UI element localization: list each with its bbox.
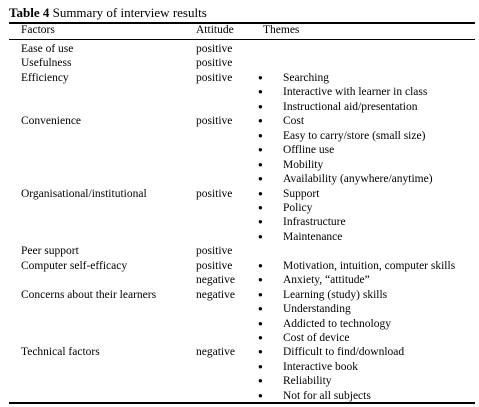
table-caption: [9, 5, 207, 21]
attitude-cell: negative: [196, 346, 235, 359]
factor-cell: Peer support: [21, 245, 79, 258]
theme-item: Policy: [283, 201, 313, 214]
bullet-icon: ●: [258, 87, 263, 97]
bullet-icon: ●: [258, 174, 263, 184]
theme-item: Cost of device: [283, 332, 350, 344]
bullet-icon: ●: [258, 333, 263, 342]
bullet-icon: ●: [258, 72, 263, 82]
bullet-icon: ●: [258, 275, 263, 285]
bullet-icon: ●: [258, 289, 263, 299]
bullet-icon: ●: [258, 202, 263, 212]
bullet-icon: ●: [258, 188, 263, 198]
bullet-icon: ●: [258, 101, 263, 111]
attitude-cell: negative: [196, 274, 235, 287]
bullet-icon: ●: [258, 260, 263, 270]
theme-item: Interactive book: [283, 360, 359, 373]
header-themes: Themes: [263, 24, 300, 36]
table-number: Table 4: [9, 5, 50, 20]
bullet-icon: ●: [258, 347, 263, 357]
factor-cell: Ease of use: [21, 43, 74, 55]
factor-cell: Computer self-efficacy: [21, 259, 128, 272]
factor-cell: Convenience: [21, 115, 82, 128]
attitude-cell: positive: [196, 245, 233, 258]
theme-item: Motivation, intuition, computer skills: [283, 259, 456, 272]
theme-item: Difficult to find/download: [283, 346, 405, 359]
theme-item: Instructional aid/presentation: [283, 100, 418, 113]
bullet-icon: ●: [258, 159, 263, 169]
bullet-icon: ●: [258, 390, 263, 400]
theme-item: Easy to carry/store (small size): [283, 129, 426, 142]
theme-item: Addicted to technology: [283, 317, 391, 330]
attitude-cell: positive: [196, 43, 233, 55]
bullet-icon: ●: [258, 116, 263, 126]
theme-item: Cost: [283, 115, 305, 128]
theme-item: Reliability: [283, 375, 332, 388]
attitude-cell: positive: [196, 71, 233, 84]
header-attitude: Attitude: [196, 24, 234, 36]
theme-item: Mobility: [283, 158, 324, 171]
theme-item: Infrastructure: [283, 216, 346, 229]
bullet-icon: ●: [258, 318, 263, 328]
factor-cell: Technical factors: [21, 346, 100, 359]
bullet-icon: ●: [258, 361, 263, 371]
bullet-icon: ●: [258, 130, 263, 140]
factor-cell: Organisational/institutional: [21, 187, 147, 200]
table-header-rule: [9, 39, 475, 40]
table-bottom-rule: [9, 402, 475, 404]
attitude-cell: positive: [196, 187, 233, 200]
attitude-cell: positive: [196, 115, 233, 128]
factor-cell: Efficiency: [21, 71, 69, 84]
theme-item: Anxiety, “attitude”: [283, 274, 370, 287]
theme-item: Offline use: [283, 144, 335, 157]
theme-item: Learning (study) skills: [283, 288, 388, 301]
bullet-icon: ●: [258, 376, 263, 386]
theme-item: Not for all subjects: [283, 389, 371, 402]
attitude-cell: positive: [196, 259, 233, 272]
theme-item: Understanding: [283, 303, 351, 316]
factor-cell: Concerns about their learners: [21, 288, 157, 301]
bullet-icon: ●: [258, 304, 263, 314]
table-title: Summary of interview results: [49, 5, 207, 20]
attitude-cell: negative: [196, 288, 235, 301]
theme-item: Availability (anywhere/anytime): [283, 173, 433, 186]
attitude-cell: positive: [196, 57, 233, 70]
theme-item: Support: [283, 187, 320, 200]
bullet-icon: ●: [258, 231, 263, 241]
theme-item: Interactive with learner in class: [283, 86, 428, 99]
theme-item: Maintenance: [283, 230, 343, 243]
header-factors: Factors: [21, 24, 55, 36]
bullet-icon: ●: [258, 217, 263, 227]
table-top-rule: [9, 22, 475, 24]
theme-item: Searching: [283, 71, 329, 84]
factor-cell: Usefulness: [21, 57, 72, 70]
bullet-icon: ●: [258, 145, 263, 155]
